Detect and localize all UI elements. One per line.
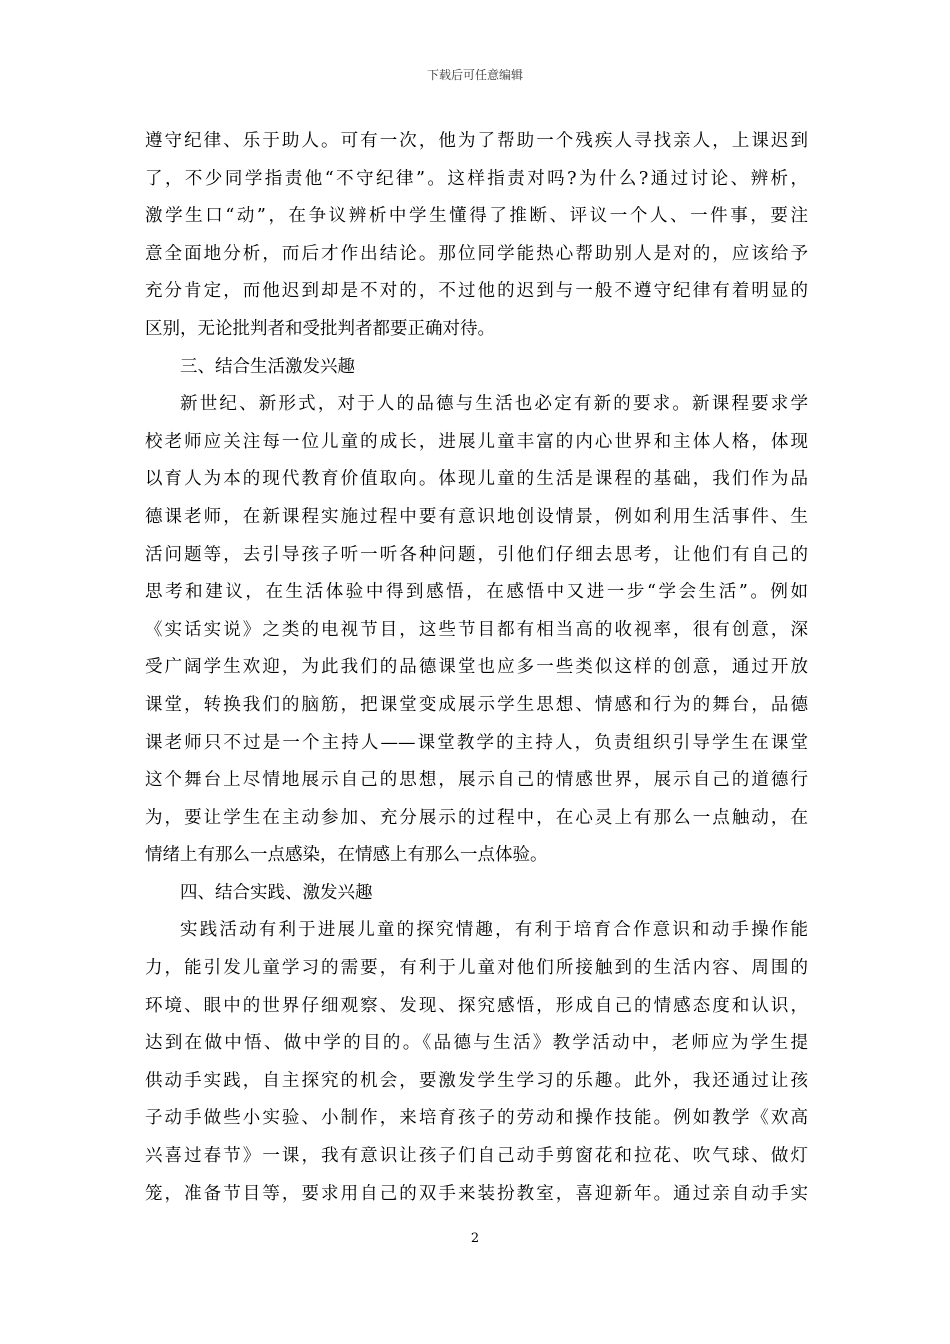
text-line: 《实话实说》之类的电视节目，这些节目都有相当高的收视率，很有创意，深 bbox=[145, 619, 808, 640]
text-line: 供动手实践，自主探究的机会，要激发学生学习的乐趣。此外，我还通过让孩 bbox=[145, 1070, 808, 1091]
text-line: 思考和建议，在生活体验中得到感悟，在感悟中又进一步“学会生活”。例如 bbox=[145, 582, 808, 603]
text-line: 实践活动有利于进展儿童的探究情趣，有利于培育合作意识和动手操作能 bbox=[180, 920, 808, 941]
text-line: 激学生口“动”，在争议辨析中学生懂得了推断、评议一个人、一件事，要注 bbox=[145, 206, 808, 227]
text-line: 兴喜过春节》一课，我有意识让孩子们自己动手剪窗花和拉花、吹气球、做灯 bbox=[145, 1146, 808, 1167]
text-line: 力，能引发儿童学习的需要，有利于儿童对他们所接触到的生活内容、周围的 bbox=[145, 958, 808, 979]
text-line: 活问题等，去引导孩子听一听各种问题，引他们仔细去思考，让他们有自己的 bbox=[145, 544, 808, 565]
text-line: 达到在做中悟、做中学的目的。《品德与生活》教学活动中，老师应为学生提 bbox=[145, 1033, 808, 1054]
text-line: 为，要让学生在主动参加、充分展示的过程中，在心灵上有那么一点触动，在 bbox=[145, 807, 808, 828]
text-line: 校老师应关注每一位儿童的成长，进展儿童丰富的内心世界和主体人格，体现 bbox=[145, 431, 808, 452]
text-line: 了，不少同学指责他“不守纪律”。这样指责对吗?为什么?通过讨论、辨析， bbox=[145, 168, 808, 189]
text-line: 意全面地分析，而后才作出结论。那位同学能热心帮助别人是对的，应该给予 bbox=[145, 243, 808, 264]
text-line: 充分肯定，而他迟到却是不对的，不过他的迟到与一般不遵守纪律有着明显的 bbox=[145, 281, 808, 302]
text-line: 课堂，转换我们的脑筋，把课堂变成展示学生思想、情感和行为的舞台，品德 bbox=[145, 694, 808, 715]
text-line: 新世纪、新形式，对于人的品德与生活也必定有新的要求。新课程要求学 bbox=[180, 394, 808, 415]
text-line: 受广阔学生欢迎，为此我们的品德课堂也应多一些类似这样的创意，通过开放 bbox=[145, 657, 808, 678]
page-header: 下载后可任意编辑 bbox=[426, 68, 523, 82]
text-line: 笼，准备节目等，要求用自己的双手来装扮教室，喜迎新年。通过亲自动手实 bbox=[145, 1183, 808, 1204]
text-line: 环境、眼中的世界仔细观察、发现、探究感悟，形成自己的情感态度和认识， bbox=[145, 995, 808, 1016]
text-line: 子动手做些小实验、小制作，来培育孩子的劳动和操作技能。例如教学《欢高 bbox=[145, 1108, 808, 1129]
text-line: 情绪上有那么一点感染，在情感上有那么一点体验。 bbox=[145, 845, 548, 866]
text-line: 遵守纪律、乐于助人。可有一次，他为了帮助一个残疾人寻找亲人，上课迟到 bbox=[145, 131, 808, 151]
text-line: 这个舞台上尽情地展示自己的思想，展示自己的情感世界，展示自己的道德行 bbox=[145, 770, 808, 791]
section-heading: 三、结合生活激发兴趣 bbox=[180, 356, 355, 377]
text-line: 德课老师，在新课程实施过程中要有意识地创设情景，例如利用生活事件、生 bbox=[145, 506, 808, 527]
text-line: 区别，无论批判者和受批判者都要正确对待。 bbox=[145, 318, 495, 339]
text-line: 课老师只不过是一个主持人——课堂教学的主持人，负责组织引导学生在课堂 bbox=[145, 732, 808, 753]
text-line: 以育人为本的现代教育价值取向。体现儿童的生活是课程的基础，我们作为品 bbox=[145, 469, 808, 490]
page-number: 2 bbox=[470, 1231, 480, 1246]
section-heading: 四、结合实践、激发兴趣 bbox=[180, 882, 373, 903]
document-body bbox=[145, 123, 808, 1213]
